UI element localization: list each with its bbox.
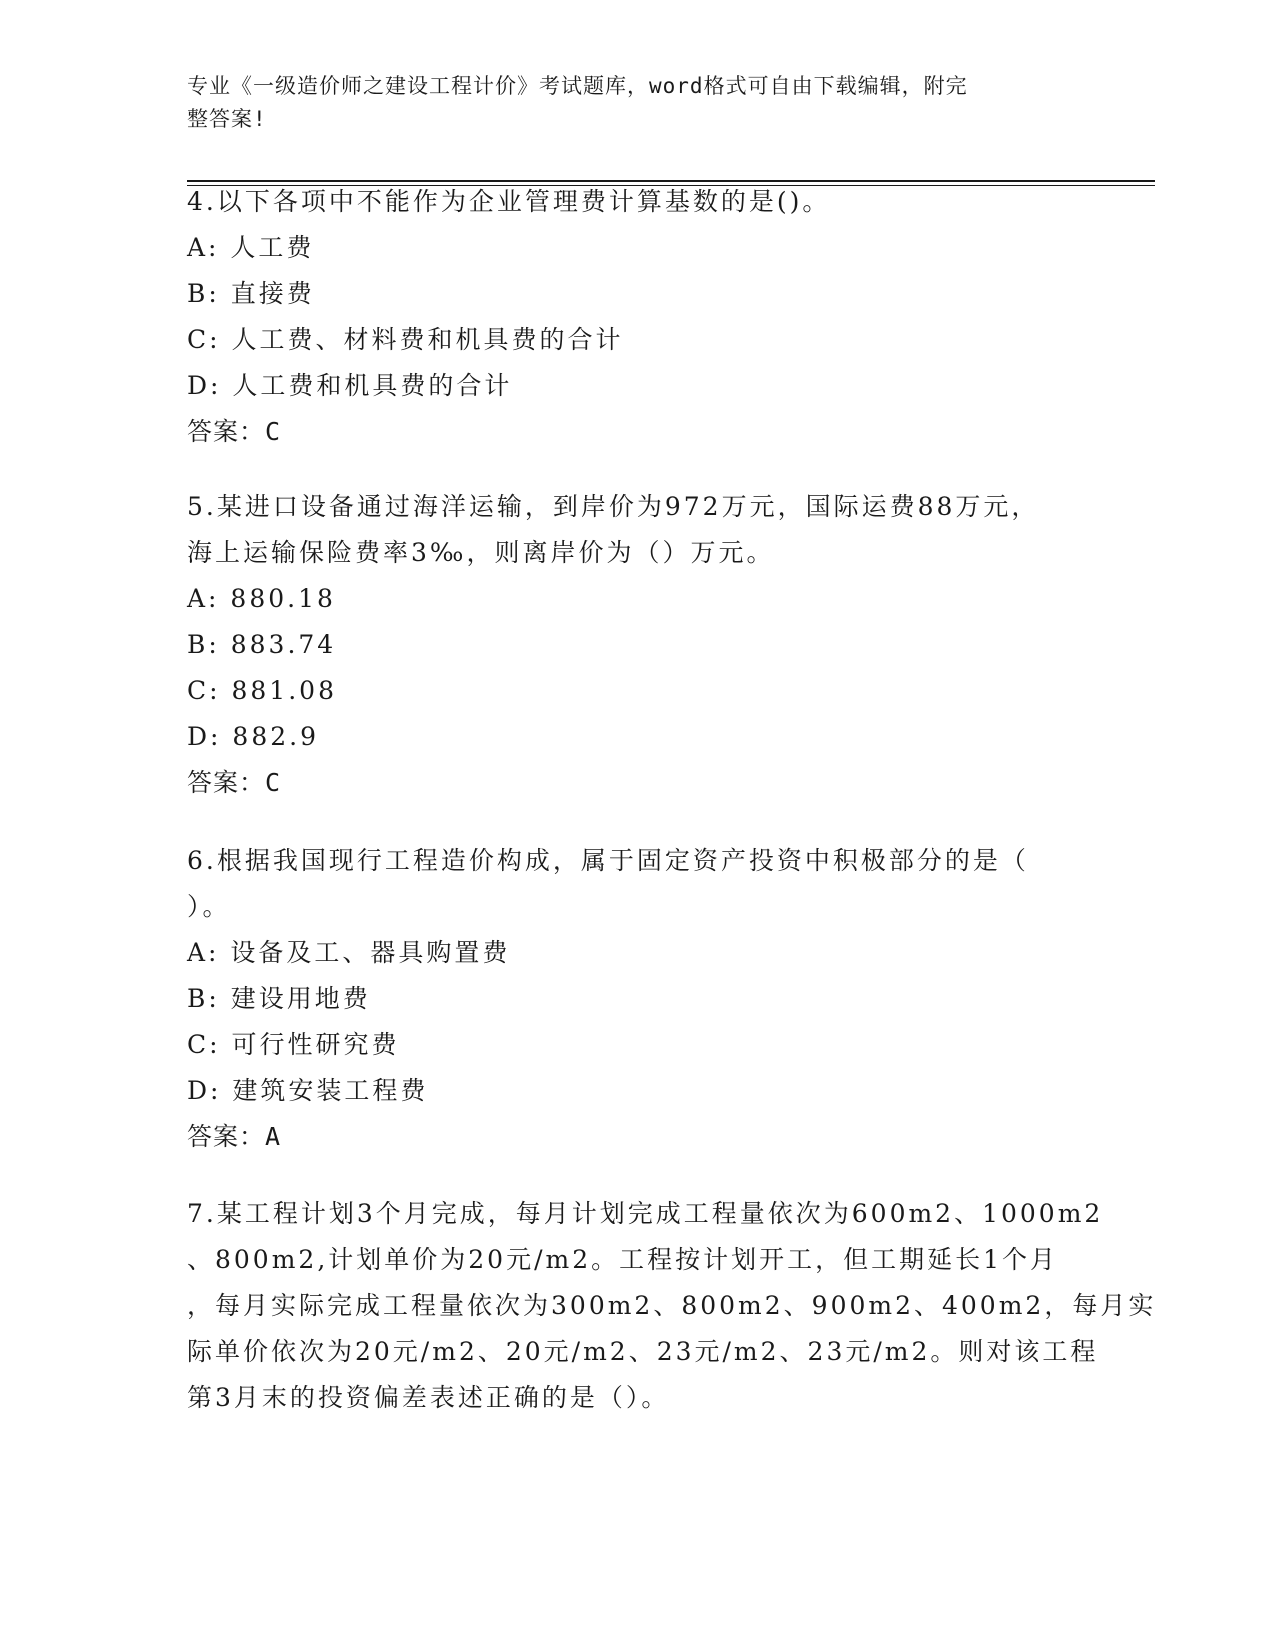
question-stem-line-4: 际单价依次为20元/m2、20元/m2、23元/m2、23元/m2。则对该工程: [187, 1337, 1099, 1366]
question-stem-line-2: 、800m2,计划单价为20元/m2。工程按计划开工，但工期延长1个月: [187, 1245, 1059, 1274]
header-line-2: 整答案!: [187, 107, 267, 131]
option-b: B: 直接费: [187, 279, 315, 308]
question-stem-line-5: 第3月末的投资偏差表述正确的是（）。: [187, 1383, 670, 1412]
header-line-1: 专业《一级造价师之建设工程计价》考试题库，word格式可自由下载编辑，附完: [187, 74, 968, 98]
question-stem: 4.以下各项中不能作为企业管理费计算基数的是()。: [187, 187, 831, 216]
option-d: D: 建筑安装工程费: [187, 1076, 429, 1105]
question-4: [187, 179, 1087, 455]
option-a: A: 人工费: [187, 233, 315, 262]
question-5: [187, 484, 1087, 806]
question-stem-line-1: 7.某工程计划3个月完成，每月计划完成工程量依次为600m2、1000m2: [187, 1199, 1104, 1228]
option-c: C: 881.08: [187, 676, 337, 705]
question-stem-line-1: 5.某进口设备通过海洋运输，到岸价为972万元，国际运费88万元，: [187, 492, 1040, 521]
question-6: [187, 838, 1087, 1160]
option-b: B: 883.74: [187, 630, 337, 659]
question-7: [187, 1191, 1157, 1421]
option-a: A: 880.18: [187, 584, 336, 613]
option-a: A: 设备及工、器具购置费: [187, 938, 511, 967]
answer-label: 答案：C: [187, 417, 282, 446]
option-d: D: 882.9: [187, 722, 319, 751]
option-c: C: 人工费、材料费和机具费的合计: [187, 325, 624, 354]
option-c: C: 可行性研究费: [187, 1030, 400, 1059]
answer-label: 答案：A: [187, 1122, 282, 1151]
question-stem-line-2: ）。: [187, 892, 231, 921]
option-b: B: 建设用地费: [187, 984, 371, 1013]
answer-label: 答案：C: [187, 768, 282, 797]
document-header: [187, 70, 1067, 136]
question-stem-line-3: ，每月实际完成工程量依次为300m2、800m2、900m2、400m2，每月实: [187, 1291, 1157, 1320]
option-d: D: 人工费和机具费的合计: [187, 371, 513, 400]
question-stem-line-1: 6.根据我国现行工程造价构成，属于固定资产投资中积极部分的是（: [187, 846, 1029, 875]
question-stem-line-2: 海上运输保险费率3‰，则离岸价为（）万元。: [187, 538, 775, 567]
